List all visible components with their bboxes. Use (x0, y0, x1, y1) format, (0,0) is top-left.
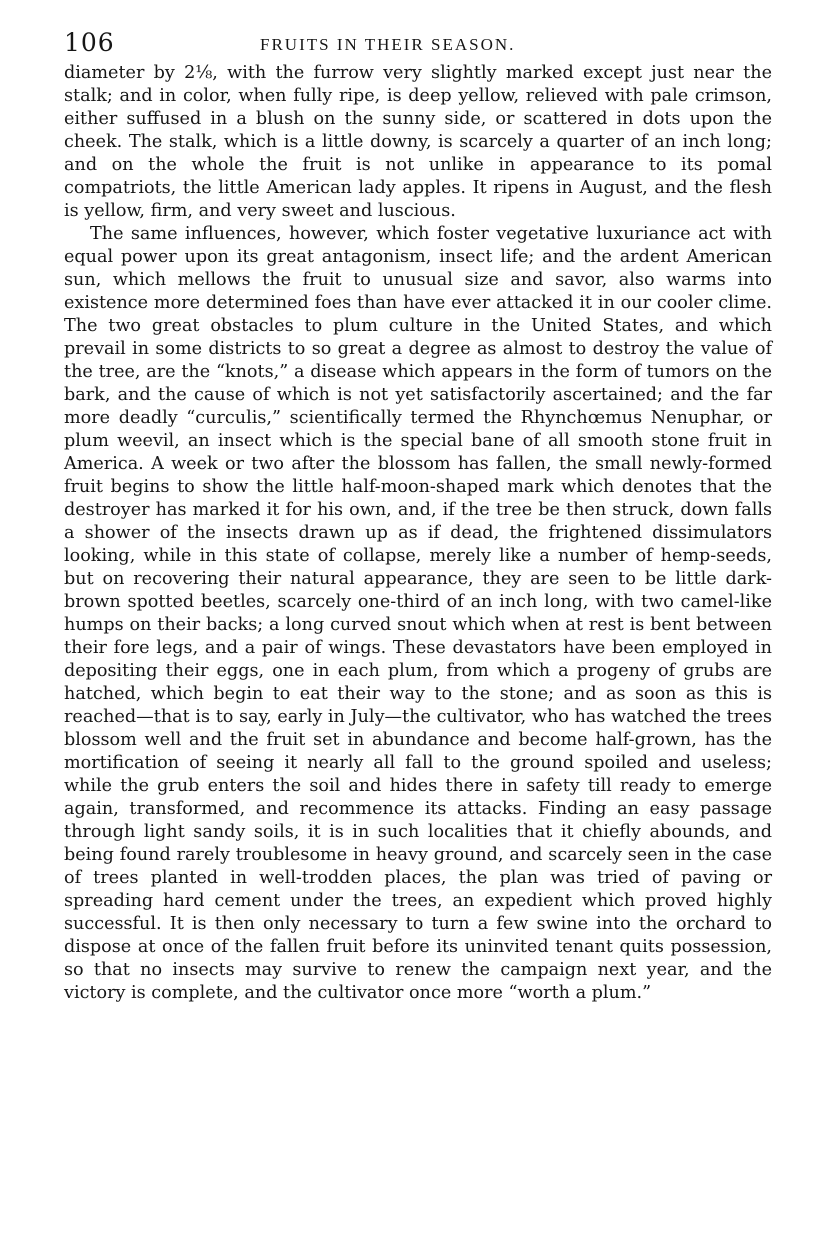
page-number: 106 (64, 28, 115, 57)
running-head: FRUITS IN THEIR SEASON. (260, 35, 516, 54)
paragraph-continuation: diameter by 2⅛, with the furrow very slightly marked except just near the stalk; and in color, when fully ripe, is deep yellow, relieved with pale crimson, either suffused in a blush on the sunny side, or scattered in dots upon the cheek. The stalk, which is a little downy, is scarcely a quarter of an inch long; and on the whole the fruit is not unlike in appearance to its pomal compatriots, the little American lady apples. It ripens in August, and the flesh is yellow, firm, and very sweet and luscious. (64, 63, 772, 221)
page-header (64, 28, 772, 62)
book-page (64, 28, 772, 1005)
paragraph-plum-insects: The same influences, however, which foster vegetative luxuriance act with equal power upon its great antagonism, insect life; and the ardent American sun, which mellows the fruit to unusual size and savor, also warms into existence more determined foes than have ever attacked it in our cooler clime. The two great obstacles to plum culture in the United States, and which prevail in some districts to so great a degree as almost to destroy the value of the tree, are the “knots,” a disease which appears in the form of tumors on the bark, and the cause of which is not yet satisfactorily ascertained; and the far more deadly “curculis,” scientifically termed the Rhynchœmus Nenuphar, or plum weevil, an insect which is the special bane of all smooth stone fruit in America. A week or two after the blossom has fallen, the small newly-formed fruit begins to show the little half-moon-shaped mark which denotes that the destroyer has marked it for his own, and, if the tree be then struck, down falls a shower of the insects drawn up as if dead, the frightened dissimulators looking, while in this state of collapse, merely like a number of hemp-seeds, but on recovering their natural appearance, they are seen to be little dark-brown spotted beetles, scarcely one-third of an inch long, with two camel-like humps on their backs; a long curved snout which when at rest is bent between their fore legs, and a pair of wings. These devastators have been employed in depositing their eggs, one in each plum, from which a progeny of grubs are hatched, which begin to eat their way to the stone; and as soon as this is reached—that is to say, early in July—the cultivator, who has watched the trees blossom well and the fruit set in abundance and become half-grown, has the mortification of seeing it nearly all fall to the ground spoiled and useless; while the grub enters the soil and hides there in safety till ready to emerge again, transformed, and recommence its attacks. Finding an easy passage through light sandy soils, it is in such localities that it chiefly abounds, and being found rarely troublesome in heavy ground, and scarcely seen in the case of trees planted in well-trodden places, the plan was tried of paving or spreading hard cement under the trees, an expedient which proved highly successful. It is then only necessary to turn a few swine into the orchard to dispose at once of the fallen fruit before its uninvited tenant quits possession, so that no insects may survive to renew the campaign next year, and the victory is complete, and the cultivator once more “worth a plum.” (64, 224, 772, 1003)
body-text (64, 62, 772, 1005)
